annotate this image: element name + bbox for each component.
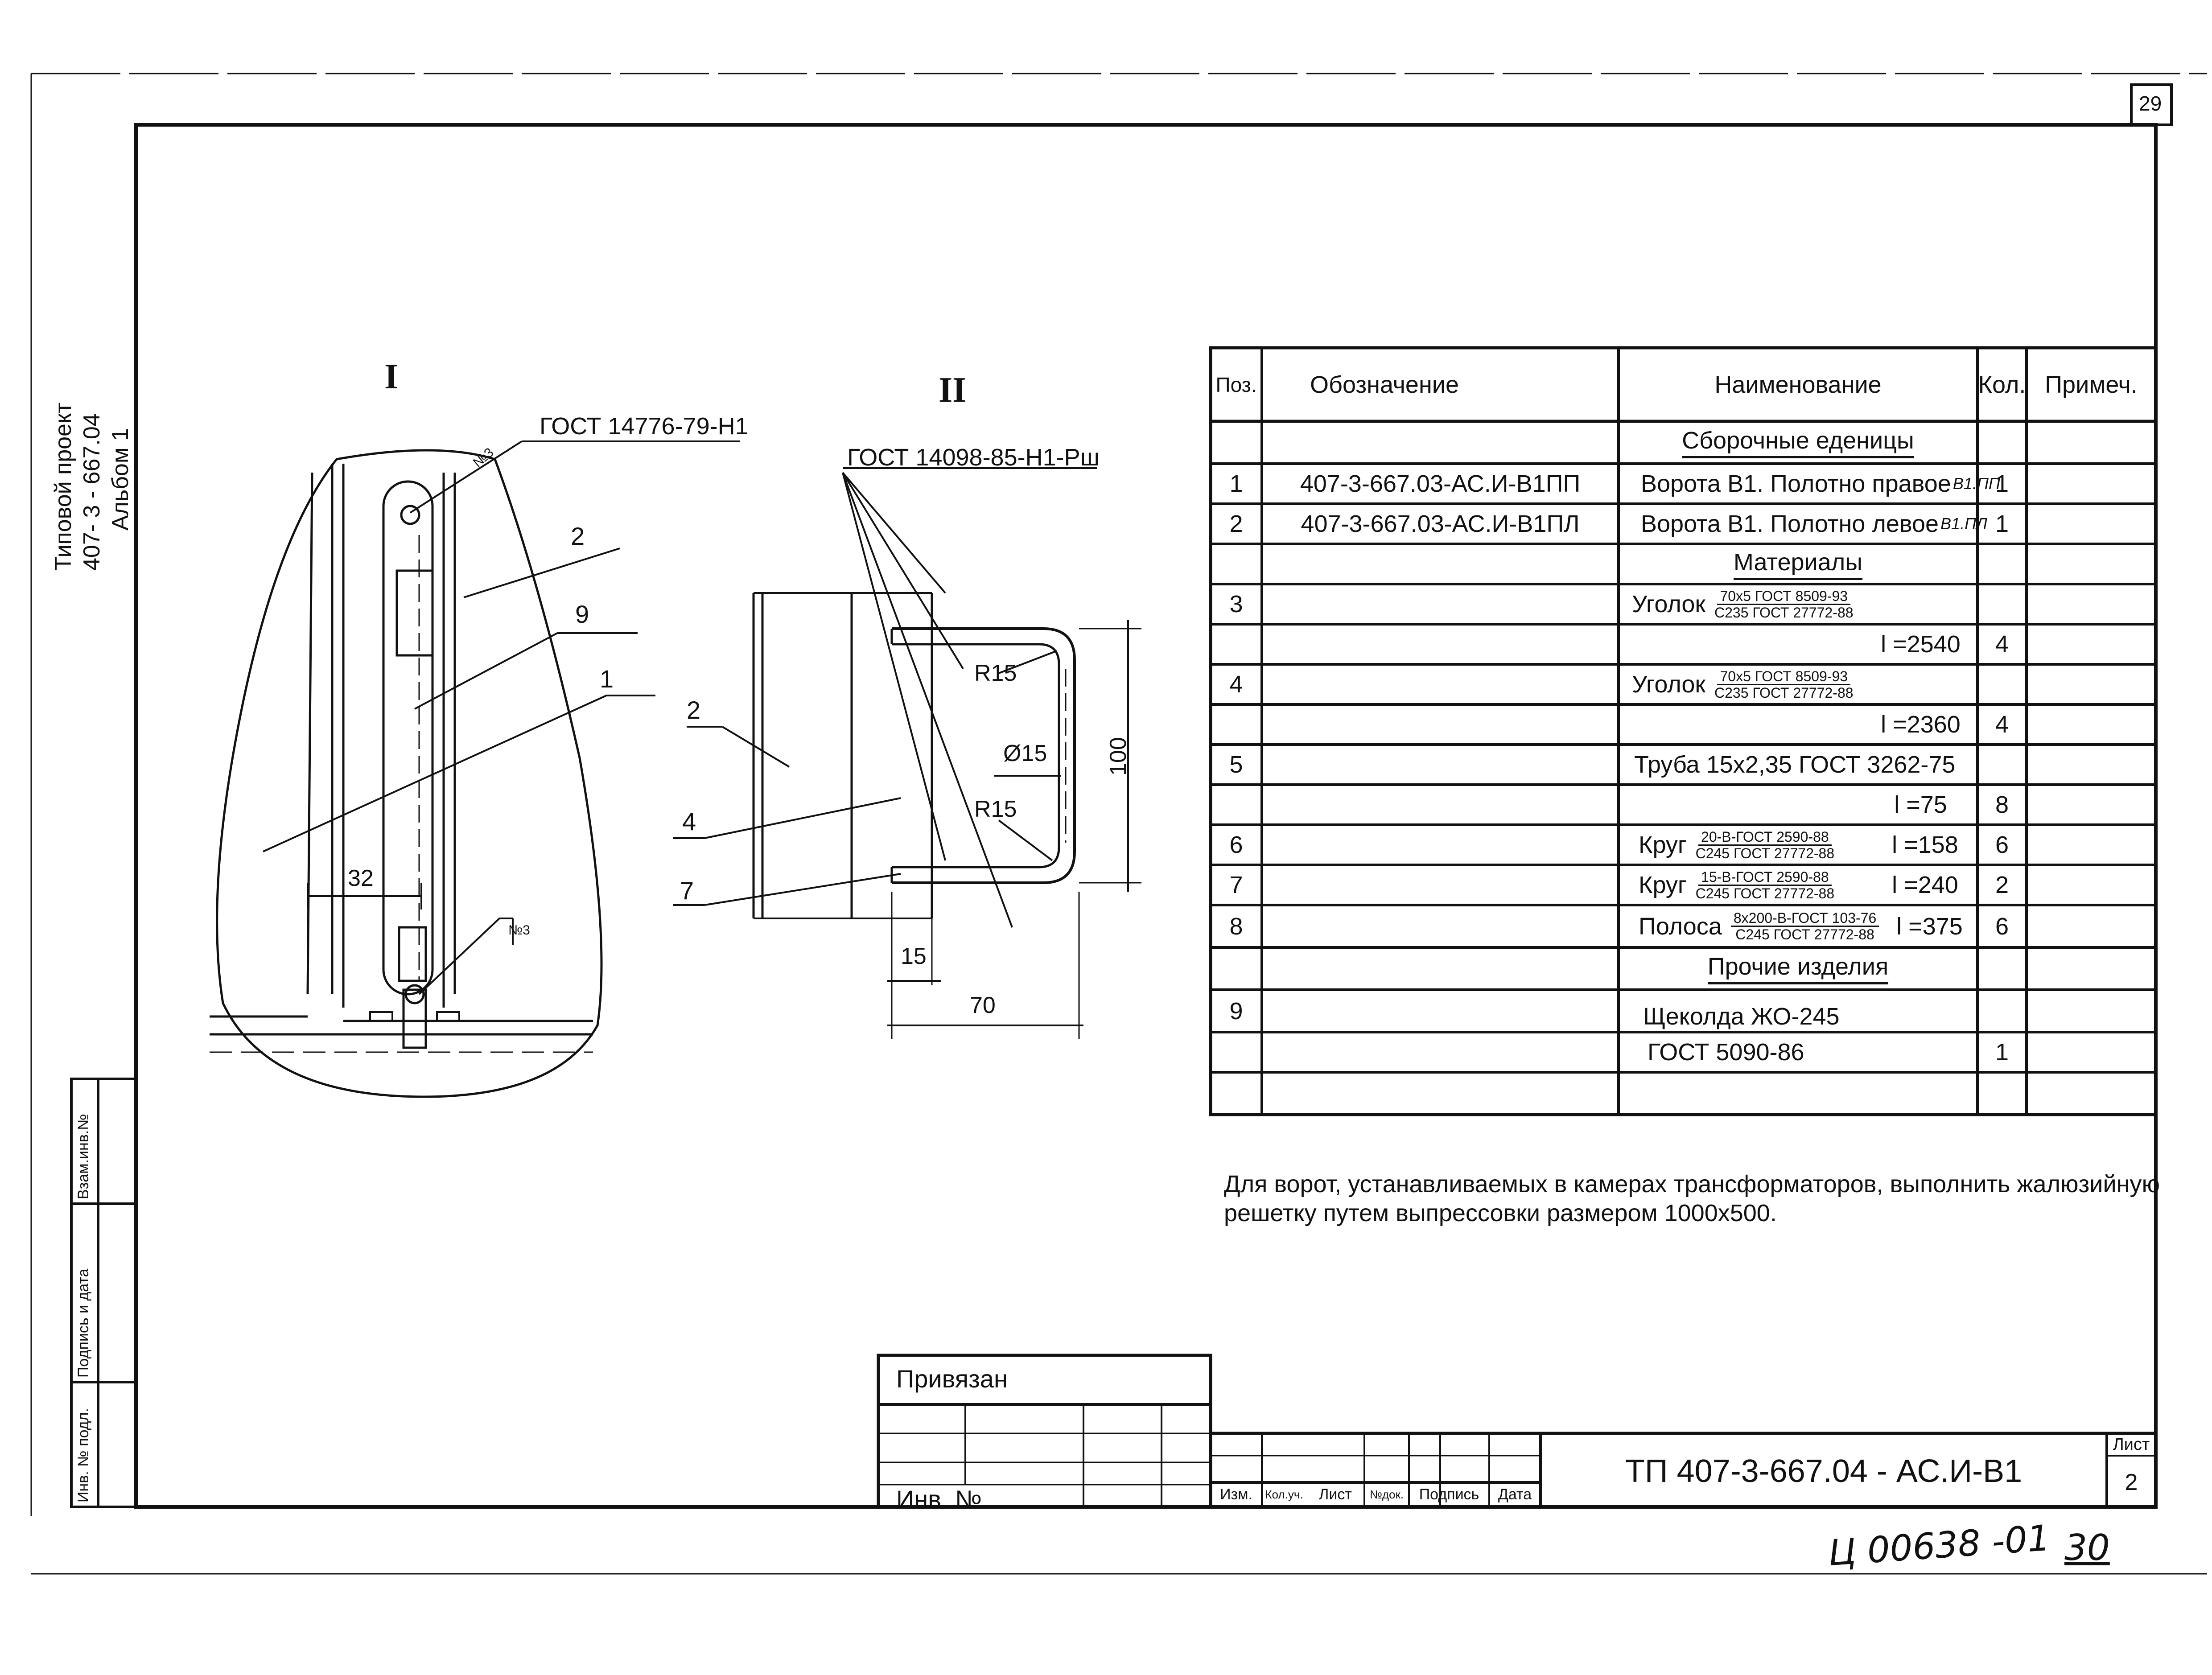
detail-I-callout-2: 2 — [571, 522, 585, 550]
row-3-frac — [1714, 589, 1854, 620]
row-8-qty: 6 — [1995, 913, 2009, 940]
section-other — [1619, 947, 1977, 990]
section-materials-label: Материалы — [1734, 548, 1862, 580]
title-doc-code: ТП 407-3-667.04 - АС.И-В1 — [1625, 1453, 2023, 1489]
title-col-izm: Изм. — [1220, 1486, 1252, 1503]
row-7-name — [1619, 865, 1868, 905]
detail-I-weld-mark-top: №3 — [470, 445, 497, 470]
detail-II-callout-4: 4 — [682, 807, 696, 835]
detail-I-callout-9: 9 — [575, 600, 589, 628]
detail-II-callout-7: 7 — [680, 877, 694, 905]
row-4-pos: 4 — [1229, 671, 1243, 698]
row-8-name-text: Полоса — [1639, 913, 1722, 940]
row-6-name — [1619, 825, 1868, 865]
row-9-name: Щеколда ЖО-245 — [1643, 1003, 1840, 1030]
section-other-label: Прочие изделия — [1708, 953, 1888, 984]
title-col-podpis: Подпись — [1419, 1486, 1479, 1503]
row-5-pos: 5 — [1229, 751, 1243, 778]
row-4-frac — [1714, 669, 1854, 700]
row-5-length: l =75 — [1894, 791, 1947, 818]
sheet-number-top: 29 — [2139, 92, 2162, 115]
title-inv-no: Инв. № — [896, 1485, 982, 1513]
detail-I-title: I — [384, 357, 399, 396]
handwritten-number: 30 — [2064, 1527, 2110, 1568]
row-2-qty: 1 — [1995, 510, 2009, 537]
row-1-designation: 407-3-667.03-АС.И-В1ПП — [1300, 470, 1581, 497]
row-3-frac-den: С235 ГОСТ 27772-88 — [1714, 604, 1854, 621]
row-6-frac-num: 20-В-ГОСТ 2590-88 — [1698, 829, 1832, 846]
handwritten-code: Ц 00638 -01 — [1827, 1517, 2051, 1574]
detail-II-r-top: R15 — [974, 660, 1017, 686]
row-5-name: Труба 15х2,35 ГОСТ 3262-75 — [1634, 751, 1956, 778]
detail-I-lines — [210, 441, 740, 1097]
row-8-frac-den: С245 ГОСТ 27772-88 — [1735, 926, 1874, 942]
row-7-pos: 7 — [1229, 872, 1243, 898]
project-number: 407- 3 - 667.04 — [79, 413, 105, 571]
detail-I-dim-32: 32 — [348, 865, 374, 891]
row-9-name-2: ГОСТ 5090-86 — [1648, 1039, 1804, 1066]
row-2-name — [1619, 504, 1987, 544]
title-privyazan: Привязан — [896, 1365, 1008, 1393]
row-7-frac-den: С245 ГОСТ 27772-88 — [1695, 885, 1835, 901]
outer-frame — [136, 125, 2156, 1507]
row-1-name-sup: В1.ПП — [1952, 474, 2001, 493]
header-note: Примеч. — [2045, 371, 2138, 398]
row-8-pos: 8 — [1229, 913, 1243, 940]
row-4-length: l =2360 — [1881, 711, 1961, 738]
detail-II-dim-70: 70 — [970, 992, 996, 1018]
row-3-name-text: Уголок — [1632, 591, 1706, 617]
row-2-name-sup: В1.ПЛ — [1940, 514, 1987, 533]
row-2-name-text: Ворота В1. Полотно левое — [1641, 510, 1939, 537]
row-6-name-text: Круг — [1639, 831, 1687, 858]
project-label: Типовой проект — [50, 402, 76, 571]
row-6-pos: 6 — [1229, 831, 1243, 858]
section-materials — [1619, 544, 1977, 584]
row-7-length: l =240 — [1892, 872, 1958, 898]
row-3-length: l =2540 — [1881, 631, 1961, 658]
album-label: Альбом 1 — [107, 428, 133, 531]
detail-I-callout-1: 1 — [600, 665, 614, 693]
stamp-inv-label: Инв. № подл. — [75, 1408, 92, 1502]
header-designation: Обозначение — [1310, 371, 1459, 398]
row-9-pos: 9 — [1229, 997, 1243, 1025]
detail-I-gost: ГОСТ 14776-79-Н1 — [540, 413, 749, 440]
title-list-value: 2 — [2125, 1469, 2138, 1495]
detail-II-r-bottom: R15 — [974, 796, 1017, 822]
row-7-frac — [1696, 869, 1835, 901]
row-2-designation: 407-3-667.03-АС.И-В1ПЛ — [1301, 510, 1580, 537]
detail-II-diam: Ø15 — [1003, 741, 1047, 766]
row-9-qty: 1 — [1995, 1039, 2009, 1066]
row-8-frac-num: 8х200-В-ГОСТ 103-76 — [1731, 910, 1879, 927]
row-4-frac-den: С235 ГОСТ 27772-88 — [1714, 684, 1854, 701]
title-list-label: Лист — [2113, 1435, 2150, 1454]
detail-I-weld-mark-bottom: №3 — [508, 923, 530, 938]
header-name: Наименование — [1714, 371, 1882, 398]
row-3-qty: 4 — [1995, 631, 2009, 658]
title-col-data: Дата — [1498, 1486, 1532, 1503]
row-7-name-text: Круг — [1639, 872, 1687, 898]
row-3-pos: 3 — [1229, 591, 1243, 617]
row-2-pos: 2 — [1229, 510, 1243, 537]
section-assembly-label: Сборочные еденицы — [1682, 427, 1914, 458]
title-col-kol-uch: Кол.уч. — [1265, 1488, 1303, 1501]
note-line-1: Для ворот, устанавливаемых в камерах трансформаторов, выполнить жалюзийную — [1224, 1171, 2160, 1198]
row-5-qty: 8 — [1995, 791, 2009, 818]
title-col-doc: №док. — [1369, 1488, 1404, 1501]
stamp-podpis-label: Подпись и дата — [75, 1268, 92, 1378]
row-3-name — [1619, 584, 1977, 624]
row-1-name — [1619, 464, 2001, 504]
row-8-length: l =375 — [1896, 913, 1963, 940]
detail-II-gost: ГОСТ 14098-85-Н1-Рш — [847, 444, 1100, 471]
header-pos: Поз. — [1215, 373, 1257, 396]
row-1-pos: 1 — [1229, 470, 1243, 497]
row-8-frac — [1731, 910, 1879, 942]
stamp-vzam-label: Взам.инв.№ — [75, 1114, 92, 1199]
title-col-list: Лист — [1319, 1486, 1352, 1503]
row-6-frac — [1696, 829, 1835, 861]
detail-II-dim-15: 15 — [901, 943, 927, 969]
row-8-name — [1619, 905, 1882, 947]
header-qty: Кол. — [1978, 371, 2026, 398]
row-4-qty: 4 — [1995, 711, 2009, 738]
note-line-2: решетку путем выпрессовки размером 1000х500. — [1224, 1200, 1777, 1226]
row-3-frac-num: 70х5 ГОСТ 8509-93 — [1717, 589, 1850, 605]
row-6-length: l =158 — [1892, 831, 1958, 858]
row-7-frac-num: 15-В-ГОСТ 2590-88 — [1698, 869, 1832, 886]
section-assembly — [1619, 421, 1977, 464]
detail-II-callout-2: 2 — [687, 696, 701, 724]
row-1-name-text: Ворота В1. Полотно правое — [1641, 470, 1951, 497]
row-6-frac-den: С245 ГОСТ 27772-88 — [1695, 845, 1835, 861]
detail-II-title: II — [939, 370, 967, 410]
row-4-frac-num: 70х5 ГОСТ 8509-93 — [1717, 669, 1850, 685]
row-1-qty: 1 — [1995, 470, 2009, 497]
row-4-name-text: Уголок — [1632, 671, 1706, 698]
row-4-name — [1619, 664, 1977, 704]
row-6-qty: 6 — [1995, 831, 2009, 858]
detail-II-dim-100: 100 — [1105, 737, 1131, 776]
row-7-qty: 2 — [1995, 872, 2009, 898]
